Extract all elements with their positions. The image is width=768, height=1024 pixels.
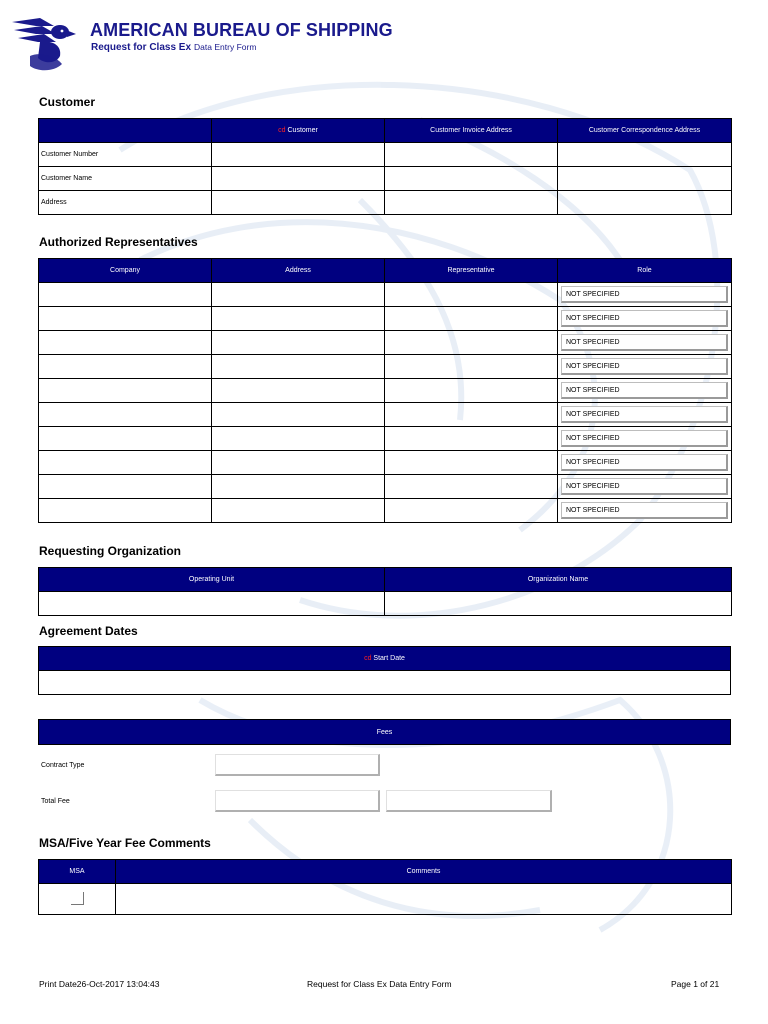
invoice-customer-number-field[interactable] <box>385 143 558 167</box>
operating-unit-field[interactable] <box>39 592 385 616</box>
role-select[interactable]: NOT SPECIFIED <box>561 430 728 447</box>
invoice-address-field[interactable] <box>385 191 558 215</box>
organization-name-field[interactable] <box>385 592 732 616</box>
eagle-emblem-icon <box>10 12 80 76</box>
address-field[interactable] <box>212 331 385 355</box>
company-field[interactable] <box>39 379 212 403</box>
fees-header: Fees <box>38 719 731 745</box>
row-label-customer-name: Customer Name <box>39 167 212 191</box>
table-row <box>39 499 732 523</box>
authorized-reps-section-title: Authorized Representatives <box>39 235 198 249</box>
customer-corner-header <box>39 119 212 143</box>
address-field[interactable] <box>212 379 385 403</box>
table-row <box>39 355 732 379</box>
representative-field[interactable] <box>385 499 558 523</box>
requesting-org-table <box>38 567 732 616</box>
agreement-dates-section-title: Agreement Dates <box>39 624 138 638</box>
representative-field[interactable] <box>385 379 558 403</box>
representative-column-header: Representative <box>385 259 558 283</box>
address-column-header: Address <box>212 259 385 283</box>
start-date-field[interactable] <box>39 671 731 695</box>
organization-name-column-header: Organization Name <box>385 568 732 592</box>
role-select[interactable]: NOT SPECIFIED <box>561 406 728 423</box>
company-field[interactable] <box>39 475 212 499</box>
representative-field[interactable] <box>385 475 558 499</box>
role-select[interactable]: NOT SPECIFIED <box>561 286 728 303</box>
table-row <box>39 307 732 331</box>
representative-field[interactable] <box>385 403 558 427</box>
form-type: Data Entry Form <box>194 42 257 52</box>
role-column-header: Role <box>558 259 732 283</box>
row-label-customer-number: Customer Number <box>39 143 212 167</box>
required-marker: cd <box>364 655 372 662</box>
contract-type-field[interactable] <box>215 754 380 776</box>
representative-field[interactable] <box>385 451 558 475</box>
table-row <box>39 283 732 307</box>
total-fee-label: Total Fee <box>41 798 70 805</box>
role-select[interactable]: NOT SPECIFIED <box>561 382 728 399</box>
representative-field[interactable] <box>385 355 558 379</box>
customer-number-field[interactable] <box>212 143 385 167</box>
form-name: Request for Class Ex <box>91 42 192 53</box>
table-row <box>39 427 732 451</box>
company-field[interactable] <box>39 427 212 451</box>
required-marker: cd <box>278 127 286 134</box>
correspondence-address-column-header: Customer Correspondence Address <box>558 119 732 143</box>
address-field[interactable] <box>212 499 385 523</box>
representative-field[interactable] <box>385 427 558 451</box>
representative-field[interactable] <box>385 331 558 355</box>
invoice-address-column-header: Customer Invoice Address <box>385 119 558 143</box>
role-select[interactable]: NOT SPECIFIED <box>561 454 728 471</box>
role-select[interactable]: NOT SPECIFIED <box>561 334 728 351</box>
comments-column-header: Comments <box>116 860 732 884</box>
total-fee-amount-field[interactable] <box>215 790 380 812</box>
form-subtitle <box>91 42 256 53</box>
address-field[interactable] <box>212 307 385 331</box>
correspondence-customer-number-field[interactable] <box>558 143 732 167</box>
page-number: Page 1 of 21 <box>671 979 720 989</box>
correspondence-address-field[interactable] <box>558 191 732 215</box>
table-row <box>39 451 732 475</box>
address-field[interactable] <box>212 283 385 307</box>
address-field[interactable] <box>212 451 385 475</box>
msa-checkbox[interactable] <box>71 892 84 905</box>
representative-field[interactable] <box>385 307 558 331</box>
company-field[interactable] <box>39 307 212 331</box>
msa-column-header: MSA <box>39 860 116 884</box>
operating-unit-column-header: Operating Unit <box>39 568 385 592</box>
role-select[interactable]: NOT SPECIFIED <box>561 358 728 375</box>
address-field[interactable] <box>212 475 385 499</box>
role-select[interactable]: NOT SPECIFIED <box>561 478 728 495</box>
company-field[interactable] <box>39 283 212 307</box>
customer-section-title: Customer <box>39 95 96 109</box>
total-fee-currency-field[interactable] <box>386 790 552 812</box>
table-row <box>39 475 732 499</box>
invoice-customer-name-field[interactable] <box>385 167 558 191</box>
comments-field[interactable] <box>116 884 732 915</box>
msa-section-title: MSA/Five Year Fee Comments <box>39 836 211 850</box>
customer-address-field[interactable] <box>212 191 385 215</box>
address-field[interactable] <box>212 427 385 451</box>
company-field[interactable] <box>39 403 212 427</box>
table-row <box>39 331 732 355</box>
company-field[interactable] <box>39 331 212 355</box>
print-date: Print Date26-Oct-2017 13:04:43 <box>39 979 160 989</box>
role-select[interactable]: NOT SPECIFIED <box>561 502 728 519</box>
contract-type-label: Contract Type <box>41 762 85 769</box>
role-select[interactable]: NOT SPECIFIED <box>561 310 728 327</box>
customer-table <box>38 118 732 215</box>
row-label-address: Address <box>39 191 212 215</box>
agreement-dates-table <box>38 646 731 695</box>
correspondence-customer-name-field[interactable] <box>558 167 732 191</box>
address-field[interactable] <box>212 355 385 379</box>
customer-column-header: cd Customer <box>212 119 385 143</box>
start-date-column-header: cd Start Date <box>39 647 731 671</box>
organization-title: AMERICAN BUREAU OF SHIPPING <box>90 20 393 40</box>
company-column-header: Company <box>39 259 212 283</box>
representative-field[interactable] <box>385 283 558 307</box>
customer-name-field[interactable] <box>212 167 385 191</box>
msa-table <box>38 859 732 915</box>
footer-form-title: Request for Class Ex Data Entry Form <box>307 979 452 989</box>
table-row <box>39 403 732 427</box>
authorized-reps-table <box>38 258 732 523</box>
address-field[interactable] <box>212 403 385 427</box>
company-field[interactable] <box>39 499 212 523</box>
company-field[interactable] <box>39 355 212 379</box>
requesting-org-section-title: Requesting Organization <box>39 544 182 558</box>
table-row <box>39 379 732 403</box>
company-field[interactable] <box>39 451 212 475</box>
